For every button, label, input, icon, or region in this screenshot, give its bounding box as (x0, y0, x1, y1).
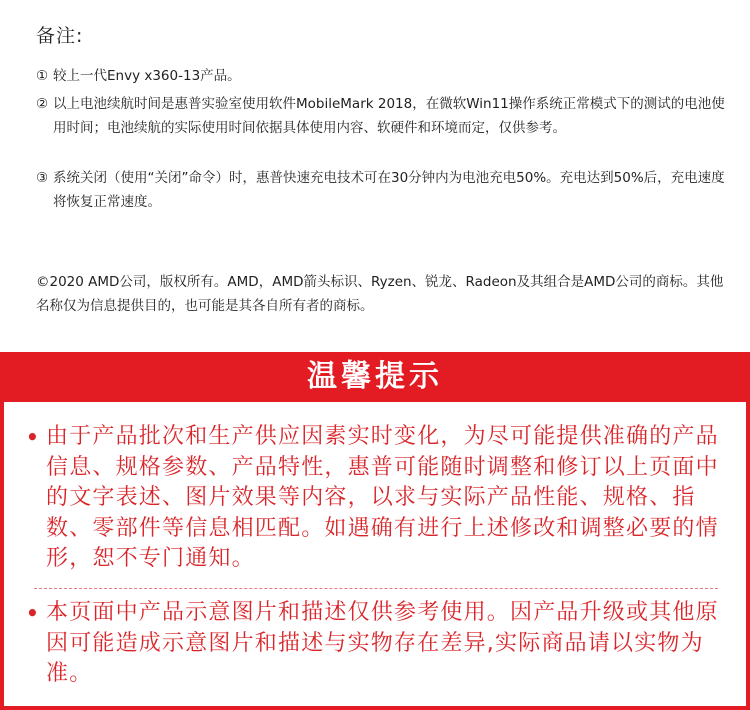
notice-box (4, 402, 746, 706)
bullet-icon: • (26, 601, 40, 625)
notice-item-text: 本页面中产品示意图片和描述仅供参考使用。因产品升级或其他原因可能造成示意图片和描述与实物存在差异,实际商品请以实物为准。 (46, 600, 719, 686)
notice-item (26, 598, 726, 690)
note-text: 以上电池续航时间是惠普实验室使用软件MobileMark 2018，在微软Win11操作系统正常模式下的测试的电池使用时间；电池续航的实际使用时间依据具体使用内容、软硬件和环境而定，仅供参考。 (53, 96, 725, 136)
notice-item-text: 由于产品批次和生产供应因素实时变化，为尽可能提供准确的产品信息、规格参数、产品特性，惠普可能随时调整和修订以上页面中的文字表述、图片效果等内容，以求与实际产品性能、规格、指数、零部件等信息相匹配。如遇确有进行上述修改和调整必要的情形，恕不专门通知。 (46, 424, 719, 571)
note-number: ② (36, 96, 49, 112)
notes-title: 备注: (36, 25, 84, 47)
notice-panel (0, 352, 750, 710)
notice-title: 温馨提示 (307, 359, 443, 394)
bullet-icon: • (26, 425, 40, 449)
note-item (36, 166, 726, 214)
note-number: ③ (36, 170, 49, 186)
note-number: ① (36, 68, 49, 84)
dashed-divider (34, 588, 718, 589)
note-text: 系统关闭（使用“关闭”命令）时，惠普快速充电技术可在30分钟内为电池充电50%。充电达到50%后，充电速度将恢复正常速度。 (53, 170, 725, 210)
notice-item (26, 422, 726, 575)
note-item (36, 92, 726, 140)
note-text: 较上一代Envy x360-13产品。 (53, 68, 241, 84)
note-item (36, 64, 241, 88)
copyright-text: ©2020 AMD公司，版权所有。AMD，AMD箭头标识、Ryzen、锐龙、Radeon及其组合是AMD公司的商标。其他名称仅为信息提供目的，也可能是其各自所有者的商标。 (36, 274, 724, 314)
